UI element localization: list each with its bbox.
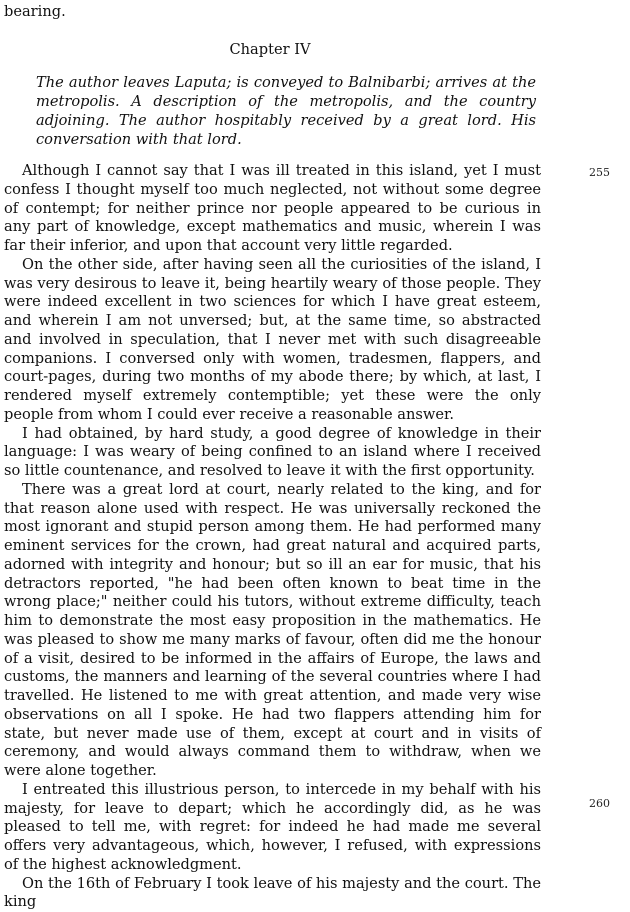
chapter-summary: The author leaves Laputa; is conveyed to Balnibarbi; arrives at the metropolis. A description of the metropolis, and the country adjoining. The author hospitably received by a great lord. His conversation with that lord. [36, 73, 536, 149]
line-number: 255 [589, 166, 610, 180]
paragraph: I had obtained, by hard study, a good degree of knowledge in their language: I was weary of being confined to an island where I received so little countenance, and resolved to leave it with the first opportunity. [4, 425, 541, 481]
line-number: 260 [589, 797, 610, 811]
paragraph: On the other side, after having seen all the curiosities of the island, I was very desirous to leave it, being heartily weary of those people. They were indeed excellent in two sciences for which I have great esteem, and wherein I am not unversed; but, at the same time, so abstracted and involved in speculation, that I never met with such disagreeable companions. I conversed only with women, tradesmen, flappers, and court-pages, during two months of my abode there; by which, at last, I rendered myself extremely contemptible; yet these were the only people from whom I could ever receive a reasonable answer. [4, 256, 541, 425]
chapter-title: Chapter IV [0, 40, 540, 59]
paragraph: Although I cannot say that I was ill treated in this island, yet I must confess I thought myself too much neglected, not without some degree of contempt; for neither prince nor people appeared to be curious in any part of knowledge, except mathematics and music, wherein I was far their inferior, and upon that account very little regarded. [4, 162, 541, 256]
body-text [4, 162, 541, 912]
previous-text-fragment: bearing. [4, 2, 66, 21]
paragraph: On the 16th of February I took leave of his majesty and the court. The king [4, 875, 541, 912]
paragraph: There was a great lord at court, nearly related to the king, and for that reason alone used with respect. He was universally reckoned the most ignorant and stupid person among them. He had performed many eminent services for the crown, had great natural and acquired parts, adorned with integrity and honour; but so ill an ear for music, that his detractors reported, "he had been often known to beat time in the wrong place;" neither could his tutors, without extreme difficulty, teach him to demonstrate the most easy proposition in the mathematics. He was pleased to show me many marks of favour, often did me the honour of a visit, desired to be informed in the affairs of Europe, the laws and customs, the manners and learning of the several countries where I had travelled. He listened to me with great attention, and made very wise observations on all I spoke. He had two flappers attending him for state, but never made use of them, except at court and in visits of ceremony, and would always command them to withdraw, when we were alone together. [4, 481, 541, 781]
paragraph: I entreated this illustrious person, to intercede in my behalf with his majesty, for leave to depart; which he accordingly did, as he was pleased to tell me, with regret: for indeed he had made me several offers very advantageous, which, however, I refused, with expressions of the highest acknowledgment. [4, 781, 541, 875]
